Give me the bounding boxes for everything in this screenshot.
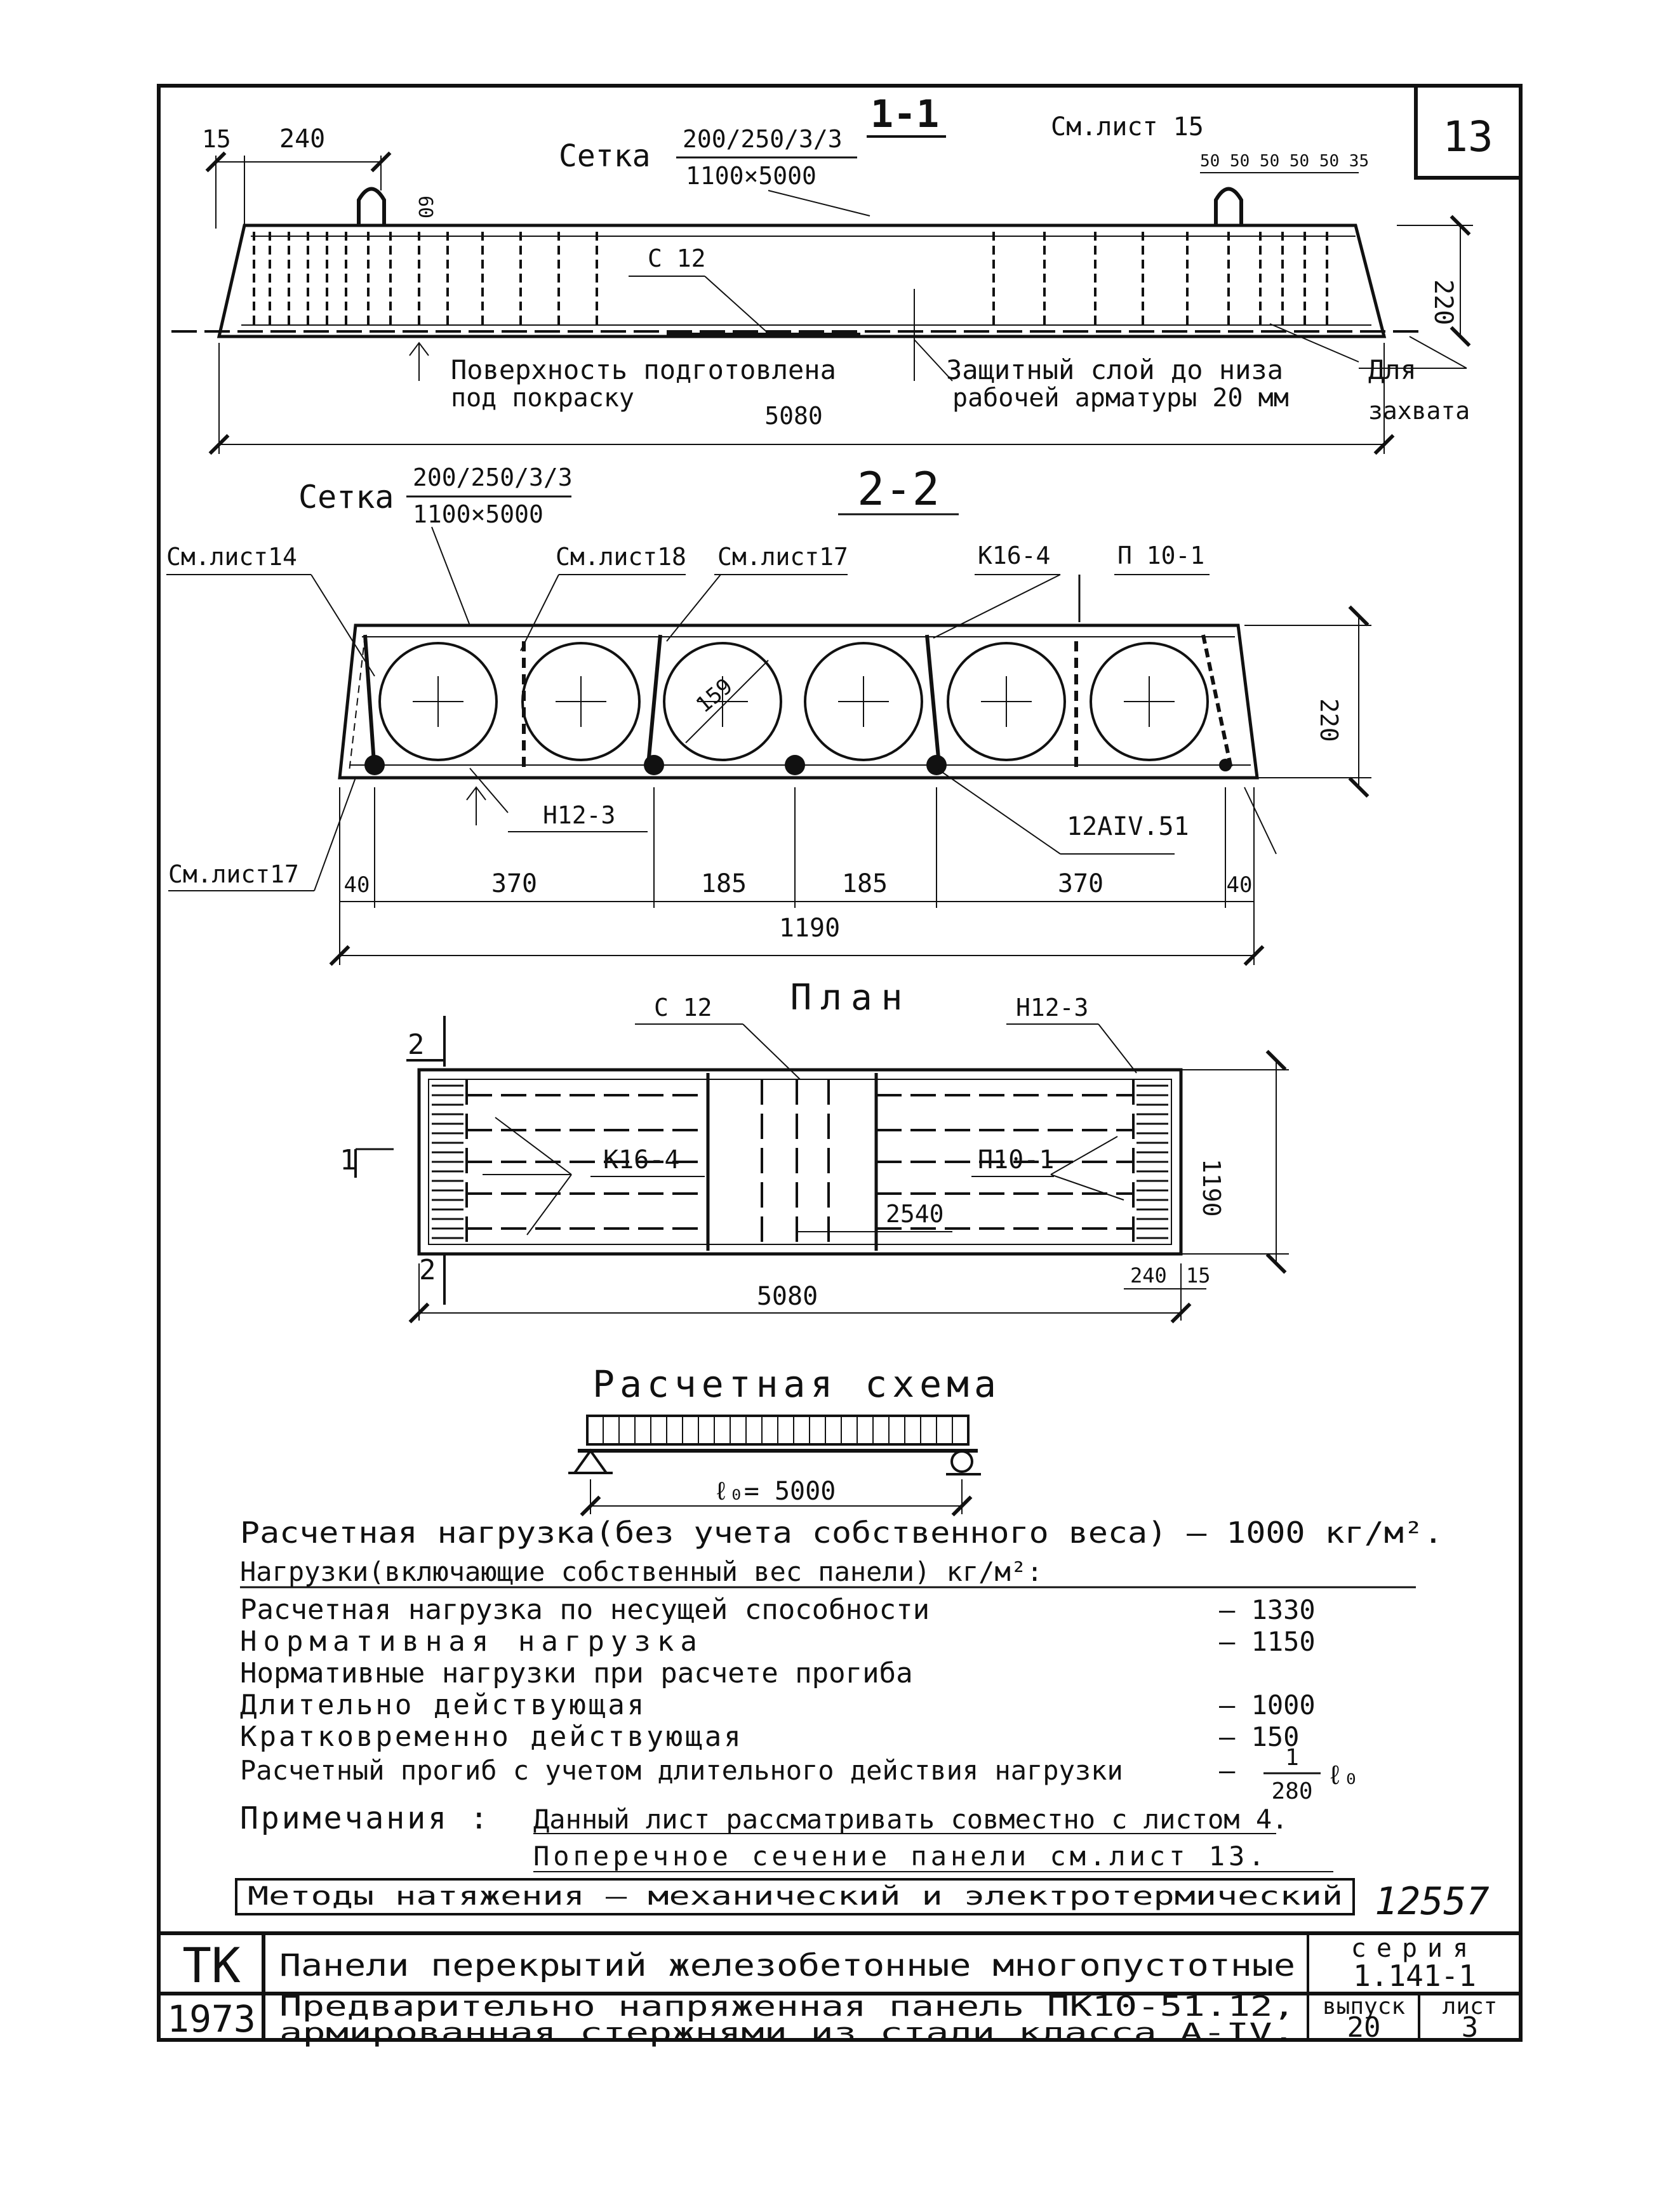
setka-numerator-2: 200/250/3/3 (413, 463, 573, 491)
ref-list-17-bottom: См.лист17 (168, 860, 299, 888)
lifting-loop-left (359, 189, 384, 226)
dim-1190-section2: 1190 (778, 914, 841, 943)
mark-p10-plan: П10-1 (978, 1145, 1055, 1175)
slab-outline (340, 625, 1257, 778)
cut-2-top: 2 (408, 1029, 425, 1061)
dim-60: 60 (414, 196, 436, 219)
setka-denominator-1: 1100×5000 (686, 162, 817, 190)
mark-c12-section1: С 12 (648, 244, 706, 272)
issue-value: 20 (1347, 2011, 1381, 2044)
roller-support (952, 1451, 972, 1472)
grip-note-line2: захвата (1368, 397, 1470, 425)
dim-15-plan: 15 (1186, 1263, 1211, 1288)
scheme-title: Расчетная схема (592, 1362, 1001, 1406)
dim-40-left: 40 (343, 872, 370, 898)
load-row-5-label: Кратковременно действующая (240, 1721, 743, 1753)
mark-k16-section2: К16-4 (978, 542, 1051, 569)
deflection-denominator: 280 (1271, 1778, 1313, 1804)
stirrups-left (254, 232, 597, 327)
dim-370-right: 370 (1057, 869, 1104, 898)
section-1-1 (171, 92, 1473, 454)
year-label: 1973 (167, 1997, 256, 2041)
load-row-4-label: Длительно действующая (240, 1689, 647, 1721)
desc-line-1: Предварительно напряженная панель ПК10-51.12, (279, 1990, 1295, 2023)
dim-220-section1: 220 (1429, 279, 1458, 326)
loads-heading: Нагрузки(включающие собственный вес панели) кг/м²: (240, 1556, 1043, 1587)
lifting-loop-right (1216, 189, 1241, 226)
ref-list-15: См.лист 15 (1051, 112, 1204, 142)
load-row-1-label: Расчетная нагрузка по несущей способности (240, 1594, 930, 1626)
scheme-span: ℓ₀= 5000 (713, 1477, 836, 1506)
deflection-numerator: 1 (1285, 1745, 1299, 1771)
notes-line-1: Данный лист рассматривать совместно с листом 4. (533, 1804, 1288, 1835)
ref-list-18: См.лист18 (556, 543, 686, 571)
hollow-cores (380, 643, 1208, 760)
dim-5080-plan: 5080 (756, 1282, 818, 1311)
deflection-dash: — (1219, 1755, 1236, 1786)
mark-c12-plan: С 12 (654, 994, 712, 1022)
methods-text: Методы натяжения — механический и электротермический (248, 1882, 1343, 1911)
notes-label: Примечания : (240, 1801, 491, 1836)
dim-240-top: 240 (279, 124, 326, 154)
dim-370-left: 370 (491, 869, 538, 898)
section-2-2 (166, 462, 1371, 965)
stirrups-right (994, 232, 1327, 327)
cut-1: 1 (340, 1144, 357, 1176)
loads-block (240, 1515, 1443, 1804)
plan-end-right (1137, 1086, 1168, 1238)
setka-numerator-1: 200/250/3/3 (683, 125, 843, 153)
dim-220-section2: 220 (1315, 698, 1343, 742)
section-1-title: 1-1 (870, 92, 940, 137)
methods-box (236, 1879, 1354, 1914)
cover-note-line2: рабочей арматуры 20 мм (952, 383, 1289, 413)
series-value: 1.141-1 (1353, 1959, 1476, 1993)
section-2-title: 2-2 (857, 462, 940, 516)
setka-denominator-2: 1100×5000 (413, 500, 543, 528)
rebar-class-label: 12АIV.51 (1067, 812, 1189, 841)
design-load-line: Расчетная нагрузка(без учета собственного веса) — 1000 кг/м². (240, 1515, 1443, 1550)
dim-1190-plan: 1190 (1197, 1159, 1225, 1217)
dim-50-group: 50 50 50 50 50 35 (1200, 152, 1370, 171)
surface-note-line1: Поверхность подготовлена (451, 354, 836, 385)
sheet-number: 13 (1443, 112, 1493, 161)
sheet-label: лист (1442, 1994, 1498, 2020)
core-crosshairs (413, 673, 1175, 727)
setka-label-2: Сетка (298, 479, 394, 516)
mark-k16-plan: К16-4 (603, 1145, 680, 1175)
design-scheme (568, 1362, 1001, 1514)
pin-support (575, 1451, 606, 1473)
core-diameter: 159 (691, 673, 738, 718)
cover-note-line1: Защитный слой до низа (946, 354, 1284, 385)
mark-n12-section2: Н12-3 (543, 801, 616, 829)
archive-number: 12557 (1375, 1879, 1490, 1924)
beam-outline-1 (219, 225, 1384, 336)
title-main: Панели перекрытий железобетонные многопустотные (279, 1948, 1295, 1983)
plan-end-left (432, 1086, 463, 1238)
dim-15-top: 15 (202, 125, 231, 153)
reinforcement-frames (365, 635, 1232, 771)
sheet-value: 3 (1461, 2011, 1479, 2044)
mark-p10-section2: П 10-1 (1117, 542, 1205, 569)
load-row-2-value: — 1150 (1219, 1626, 1316, 1657)
load-row-3-label: Нормативные нагрузки при расчете прогиба (240, 1657, 913, 1689)
dim-185-left: 185 (700, 869, 747, 898)
deflection-label: Расчетный прогиб с учетом длительного действия нагрузки (240, 1755, 1123, 1786)
dim-2540: 2540 (886, 1200, 944, 1228)
title-block (159, 1933, 1521, 2048)
notes-line-2: Поперечное сечение панели см.лист 13. (533, 1841, 1269, 1872)
dim-5080-section1: 5080 (764, 402, 823, 430)
cut-2-bottom: 2 (419, 1254, 436, 1286)
tk-label: ТК (182, 1937, 241, 1994)
load-row-1-value: — 1330 (1219, 1594, 1316, 1625)
setka-label-1: Сетка (559, 138, 651, 174)
plan-view (340, 977, 1289, 1321)
load-row-2-label: Нормативная нагрузка (240, 1625, 703, 1658)
dim-240-plan: 240 (1130, 1263, 1167, 1288)
surface-note-line2: под покраску (451, 383, 634, 413)
plan-title: План (790, 977, 912, 1018)
load-row-5-value: — 150 (1219, 1721, 1300, 1752)
ref-list-14: См.лист14 (166, 543, 297, 571)
notes-block (240, 1801, 1333, 1872)
series-label: серия (1350, 1934, 1479, 1963)
dim-40-right: 40 (1226, 872, 1253, 898)
sheet-number-box (1416, 86, 1521, 178)
load-row-4-value: — 1000 (1219, 1689, 1316, 1721)
ref-list-17-top: См.лист17 (717, 543, 848, 571)
dim-185-right: 185 (841, 869, 888, 898)
grip-note-line1: Для (1368, 354, 1417, 385)
mark-n12-plan: Н12-3 (1016, 994, 1089, 1022)
deflection-tail: ℓ₀ (1327, 1759, 1359, 1790)
issue-label: выпуск (1322, 1994, 1406, 2020)
desc-line-2: армированная стержнями из стали класса А-IV. (279, 2018, 1295, 2048)
